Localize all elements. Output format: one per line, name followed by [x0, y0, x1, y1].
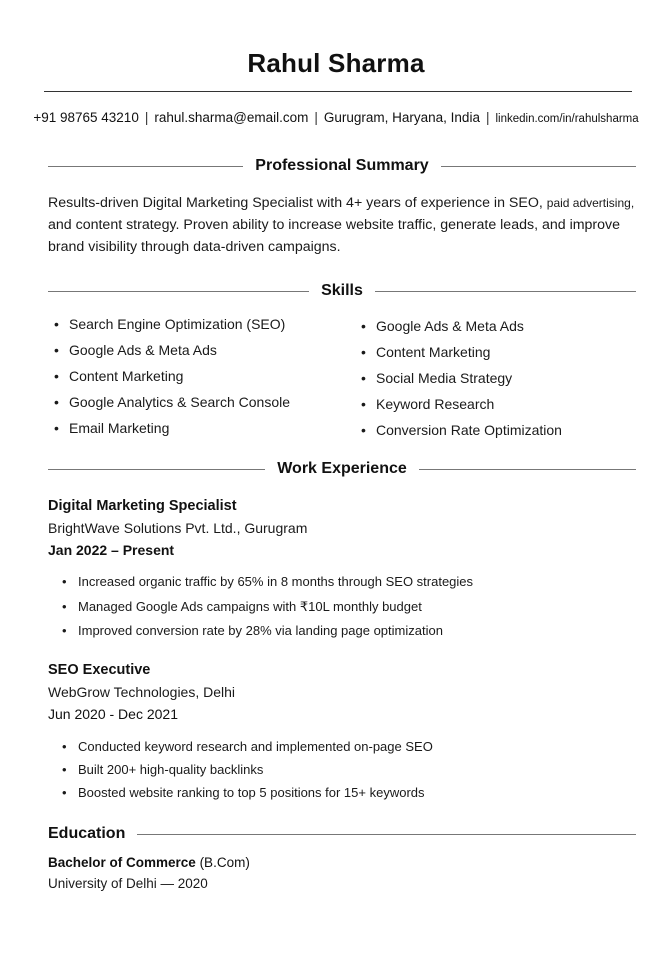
contact-separator: |	[314, 110, 318, 125]
degree-name: Bachelor of Commerce	[48, 855, 196, 870]
job-dates: Jan 2022 – Present	[48, 542, 175, 558]
name-divider	[44, 91, 632, 92]
skills-title: Skills	[321, 282, 363, 299]
contact-location: Gurugram, Haryana, India	[323, 110, 480, 125]
skills-heading	[48, 281, 636, 301]
heading-rule	[48, 469, 265, 470]
education-school: University of Delhi — 2020	[48, 876, 208, 891]
job-bullet: • Improved conversion rate by 28% via landing page optimization	[48, 621, 628, 646]
skills-column-left	[52, 314, 359, 446]
skill-item: • Email Marketing	[52, 418, 359, 444]
job-dates: Jun 2020 - Dec 2021	[48, 706, 178, 722]
skill-item: • Social Media Strategy	[359, 368, 562, 394]
job-bullet: • Boosted website ranking to top 5 positions for 15+ keywords	[48, 783, 628, 806]
job-role: SEO Executive	[48, 662, 151, 678]
summary-text-small: paid advertising,	[546, 196, 635, 210]
education-entry	[48, 852, 628, 894]
education-degree	[48, 852, 628, 873]
skill-item: • Google Ads & Meta Ads	[52, 340, 359, 366]
summary-title: Professional Summary	[255, 157, 429, 174]
education-title: Education	[48, 825, 126, 842]
skills-column-right	[359, 316, 562, 446]
job-bullet: • Managed Google Ads campaigns with ₹10L monthly budget	[48, 597, 628, 622]
job-bullets	[48, 572, 628, 646]
candidate-name: Rahul Sharma	[247, 48, 425, 78]
education-heading	[48, 824, 636, 844]
experience-title: Work Experience	[277, 460, 407, 477]
heading-rule	[48, 166, 243, 167]
job-bullet: • Increased organic traffic by 65% in 8 months through SEO strategies	[48, 572, 628, 597]
skill-item: • Content Marketing	[359, 342, 562, 368]
summary-heading	[48, 156, 636, 176]
job-entry	[48, 659, 628, 806]
contact-linkedin: linkedin.com/in/rahulsharma	[495, 113, 639, 125]
heading-rule	[441, 166, 636, 167]
contact-line	[0, 110, 672, 125]
contact-separator: |	[144, 110, 149, 125]
job-company: WebGrow Technologies, Delhi	[48, 684, 236, 700]
heading-rule	[419, 469, 636, 470]
summary-text	[48, 192, 640, 258]
degree-abbreviation: (B.Com)	[199, 855, 250, 870]
skill-item: • Conversion Rate Optimization	[359, 420, 562, 446]
contact-phone: +91 98765 43210	[33, 110, 139, 125]
job-company: BrightWave Solutions Pvt. Ltd., Gurugram	[48, 520, 308, 536]
summary-text-rest: and content strategy. Proven ability to increase website traffic, generate leads, and improve brand visibility through data-driven campaigns.	[48, 217, 621, 255]
job-bullets	[48, 737, 628, 806]
job-role: Digital Marketing Specialist	[48, 498, 237, 514]
summary-text-main: Results-driven Digital Marketing Specialist with 4+ years of experience in SEO,	[48, 195, 547, 211]
experience-heading	[48, 459, 636, 479]
heading-rule	[137, 834, 636, 835]
skill-item: • Google Analytics & Search Console	[52, 392, 359, 418]
skills-list	[52, 314, 632, 446]
job-bullet: • Conducted keyword research and implemented on-page SEO	[48, 737, 628, 760]
heading-rule	[48, 291, 309, 292]
skill-item: • Search Engine Optimization (SEO)	[52, 314, 359, 340]
skill-item: • Google Ads & Meta Ads	[359, 316, 562, 342]
contact-separator: |	[485, 110, 490, 125]
skill-item: • Content Marketing	[52, 366, 359, 392]
job-bullet: • Built 200+ high-quality backlinks	[48, 760, 628, 783]
contact-email: rahul.sharma@email.com	[154, 110, 309, 125]
skill-item: • Keyword Research	[359, 394, 562, 420]
job-entry	[48, 495, 628, 646]
heading-rule	[375, 291, 636, 292]
